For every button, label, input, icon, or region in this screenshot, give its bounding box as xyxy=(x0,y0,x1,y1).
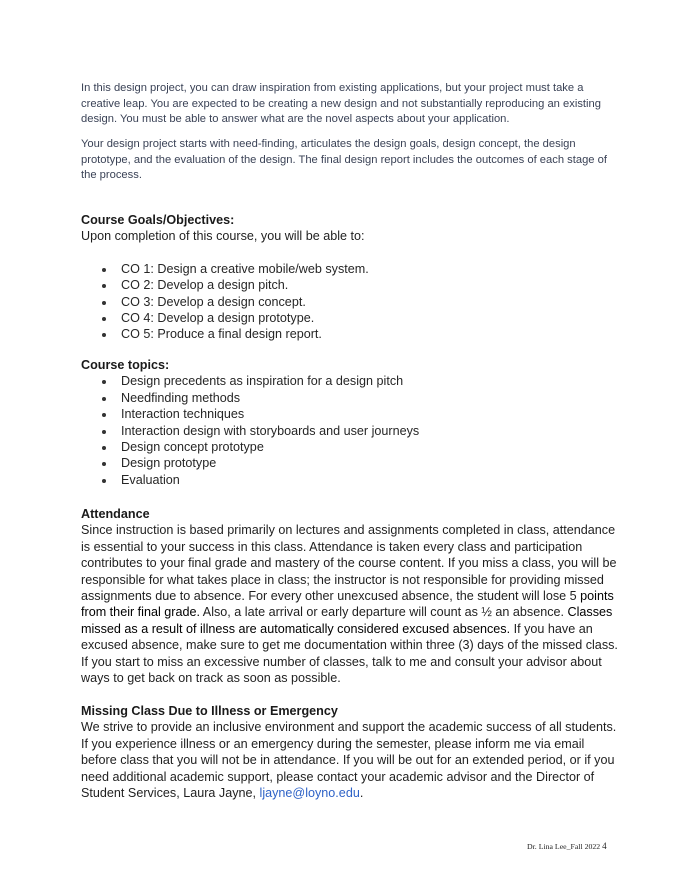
list-item: Interaction techniques xyxy=(81,406,621,422)
list-item: CO 5: Produce a final design report. xyxy=(81,326,621,342)
list-item: CO 1: Design a creative mobile/web system. xyxy=(81,261,621,277)
attendance-heading: Attendance xyxy=(81,507,150,521)
missing-class-section xyxy=(81,703,621,801)
page-footer xyxy=(527,841,607,851)
missing-class-text: We strive to provide an inclusive environment and support the academic success of all students. If you experience illness or an emergency during the semester, please inform me via email before class that you will not be in attendance. If you will be out for an extended period, or if you need additional academic support, please contact your academic advisor and the Director of Student Services, Laura Jayne, ljayne@loyno.edu. xyxy=(81,720,617,801)
bullet-icon xyxy=(102,268,106,272)
list-item: Design prototype xyxy=(81,455,621,471)
intro-text-2: Your design project starts with need-finding, articulates the design goals, design concept, the design prototype, and the evaluation of the design. The final design report includes the outcomes of each stage of the process. xyxy=(81,138,607,182)
list-item: CO 3: Develop a design concept. xyxy=(81,294,621,310)
course-topics-heading: Course topics: xyxy=(81,358,170,372)
bullet-icon xyxy=(102,333,106,337)
bullet-icon xyxy=(102,413,106,417)
page-number: 4 xyxy=(602,841,607,851)
intro-paragraph-1 xyxy=(81,81,621,128)
bullet-icon xyxy=(102,380,106,384)
bullet-icon xyxy=(102,446,106,450)
email-link[interactable]: ljayne@loyno.edu xyxy=(259,786,360,801)
course-topics-list xyxy=(81,373,621,488)
intro-text-1: In this design project, you can draw inspiration from existing applications, but your project must take a creative leap. You are expected to be creating a new design and not substantially reproducing an existing design. You must be able to answer what are the novel aspects about your application. xyxy=(81,82,601,126)
course-goals-list xyxy=(81,261,621,343)
bullet-icon xyxy=(102,397,106,401)
course-goals-intro: Upon completion of this course, you will be able to: xyxy=(81,229,365,244)
intro-paragraph-2 xyxy=(81,137,621,184)
course-topics-section xyxy=(81,357,621,488)
list-item: Design concept prototype xyxy=(81,439,621,455)
missing-class-heading: Missing Class Due to Illness or Emergency xyxy=(81,704,338,718)
bullet-icon xyxy=(102,284,106,288)
bullet-icon xyxy=(102,430,106,434)
grade-penalty-text: points from their final grade. xyxy=(81,589,614,620)
attendance-text: Since instruction is based primarily on lectures and assignments completed in class, attendance is essential to your success in this class. Attendance is taken every class and participation contributes to your final grade and mastery of the course content. If you miss a class, you will be responsible for what takes place in class; the instructor is not responsible for providing missed assignments due to absence. For every other unexcused absence, the student will lose 5 points from their final grade. Also, a late arrival or early departure will count as ½ an absence. Classes missed as a result of illness are automatically considered excused absences. If you have an excused absence, make sure to get me documentation within three (3) days of the missed class. If you start to miss an excessive number of classes, talk to me and consult your advisor about ways to get back on track as soon as possible. xyxy=(81,523,618,686)
bullet-icon xyxy=(102,301,106,305)
footer-author: Dr. Lina Lee_Fall 2022 xyxy=(527,842,601,851)
excused-absence-text: Classes missed as a result of illness are automatically considered excused absences. xyxy=(81,605,613,636)
list-item: CO 4: Develop a design prototype. xyxy=(81,310,621,326)
attendance-section xyxy=(81,506,621,686)
course-goals-section xyxy=(81,212,621,343)
list-item: Design precedents as inspiration for a design pitch xyxy=(81,373,621,389)
bullet-icon xyxy=(102,462,106,466)
list-item: Interaction design with storyboards and user journeys xyxy=(81,423,621,439)
list-item: Needfinding methods xyxy=(81,390,621,406)
bullet-icon xyxy=(102,317,106,321)
list-item: Evaluation xyxy=(81,472,621,488)
bullet-icon xyxy=(102,479,106,483)
course-goals-heading: Course Goals/Objectives: xyxy=(81,213,235,227)
list-item: CO 2: Develop a design pitch. xyxy=(81,277,621,293)
